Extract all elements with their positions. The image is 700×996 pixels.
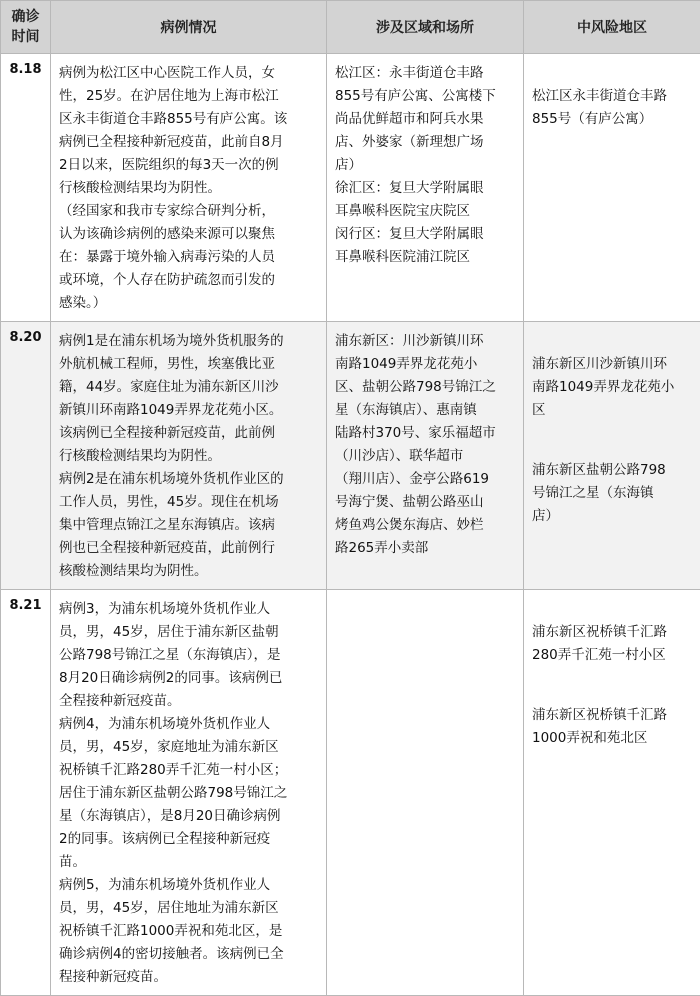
risk-zone: 浦东新区川沙新镇川环 南路1049弄界龙花苑小 区	[532, 353, 694, 422]
area-cell	[327, 590, 524, 996]
area-cell	[327, 54, 524, 322]
risk-cell	[524, 590, 700, 996]
date-cell: 8.20	[1, 322, 51, 590]
date-cell: 8.18	[1, 54, 51, 322]
area-cell	[327, 322, 524, 590]
case-text: 病例为松江区中心医院工作人员，女 性，25岁。在沪居住地为上海市松江 区永丰街道仓丰路855号有庐公寓。该 病例已全程接种新冠疫苗，此前自8月 2日以来，医院组织的每3天一次的例 行核酸检测结果均为阴性。 （经国家和我市专家综合研判分析， 认为该确诊病例的感染来源可以聚焦 在：暴露于境外输入病毒污染的人员 或环境，个人存在防护疏忽而引发的 感染。）	[51, 54, 326, 321]
case-cell	[51, 590, 327, 996]
case-text: 病例1是在浦东机场为境外货机服务的 外航机械工程师，男性，埃塞俄比亚 籍，44岁。家庭住址为浦东新区川沙 新镇川环南路1049弄界龙花苑小区。 该病例已全程接种新冠疫苗，此前例 行核酸检测结果均为阴性。 病例2是在浦东机场境外货机作业区的 工作人员，男性，45岁。现住在机场 集中管理点锦江之星东海镇店。该病 例也已全程接种新冠疫苗，此前例行 核酸检测结果均为阴性。	[51, 322, 326, 589]
area-text: 松江区：永丰街道仓丰路 855号有庐公寓、公寓楼下 尚品优鲜超市和阿兵水果 店、外婆家（新理想广场 店） 徐汇区：复旦大学附属眼 耳鼻喉科医院宝庆院区 闵行区：复旦大学附属眼 耳鼻喉科医院浦江院区	[327, 54, 523, 275]
case-cell	[51, 54, 327, 322]
table-row	[1, 54, 700, 322]
risk-zone: 浦东新区祝桥镇千汇路 1000弄祝和苑北区	[532, 704, 694, 750]
risk-cell	[524, 322, 700, 590]
date-cell: 8.21	[1, 590, 51, 996]
header-case: 病例情况	[51, 1, 327, 54]
area-text	[327, 590, 523, 604]
header-risk: 中风险地区	[524, 1, 700, 54]
risk-zone: 浦东新区祝桥镇千汇路 280弄千汇苑一村小区	[532, 621, 694, 667]
table-row	[1, 322, 700, 590]
risk-zone: 松江区永丰街道仓丰路 855号（有庐公寓）	[532, 85, 694, 131]
header-date: 确诊 时间	[1, 1, 51, 54]
case-text: 病例3，为浦东机场境外货机作业人 员，男，45岁，居住于浦东新区盐朝 公路798号锦江之星（东海镇店），是 8月20日确诊病例2的同事。该病例已 全程接种新冠疫苗。 病例4，为浦东机场境外货机作业人 员，男，45岁，家庭地址为浦东新区 祝桥镇千汇路280弄千汇苑一村小区； 居住于浦东新区盐朝公路798号锦江之 星（东海镇店），是8月20日确诊病例 2的同事。该病例已全程接种新冠疫 苗。 病例5，为浦东机场境外货机作业人 员，男，45岁，居住地址为浦东新区 祝桥镇千汇路1000弄祝和苑北区，是 确诊病例4的密切接触者。该病例已全 程接种新冠疫苗。	[51, 590, 326, 995]
table-row	[1, 590, 700, 996]
area-text: 浦东新区：川沙新镇川环 南路1049弄界龙花苑小 区、盐朝公路798号锦江之 星（东海镇店）、惠南镇 陆路村370号、家乐福超市 （川沙店）、联华超市 （翔川店）、金亭公路619 号海宁煲、盐朝公路巫山 烤鱼鸡公煲东海店、妙栏 路265弄小卖部	[327, 322, 523, 566]
case-cell	[51, 322, 327, 590]
header-row	[1, 1, 700, 54]
header-area: 涉及区域和场所	[327, 1, 524, 54]
risk-zone: 浦东新区盐朝公路798 号锦江之星（东海镇 店）	[532, 459, 694, 528]
risk-cell	[524, 54, 700, 322]
